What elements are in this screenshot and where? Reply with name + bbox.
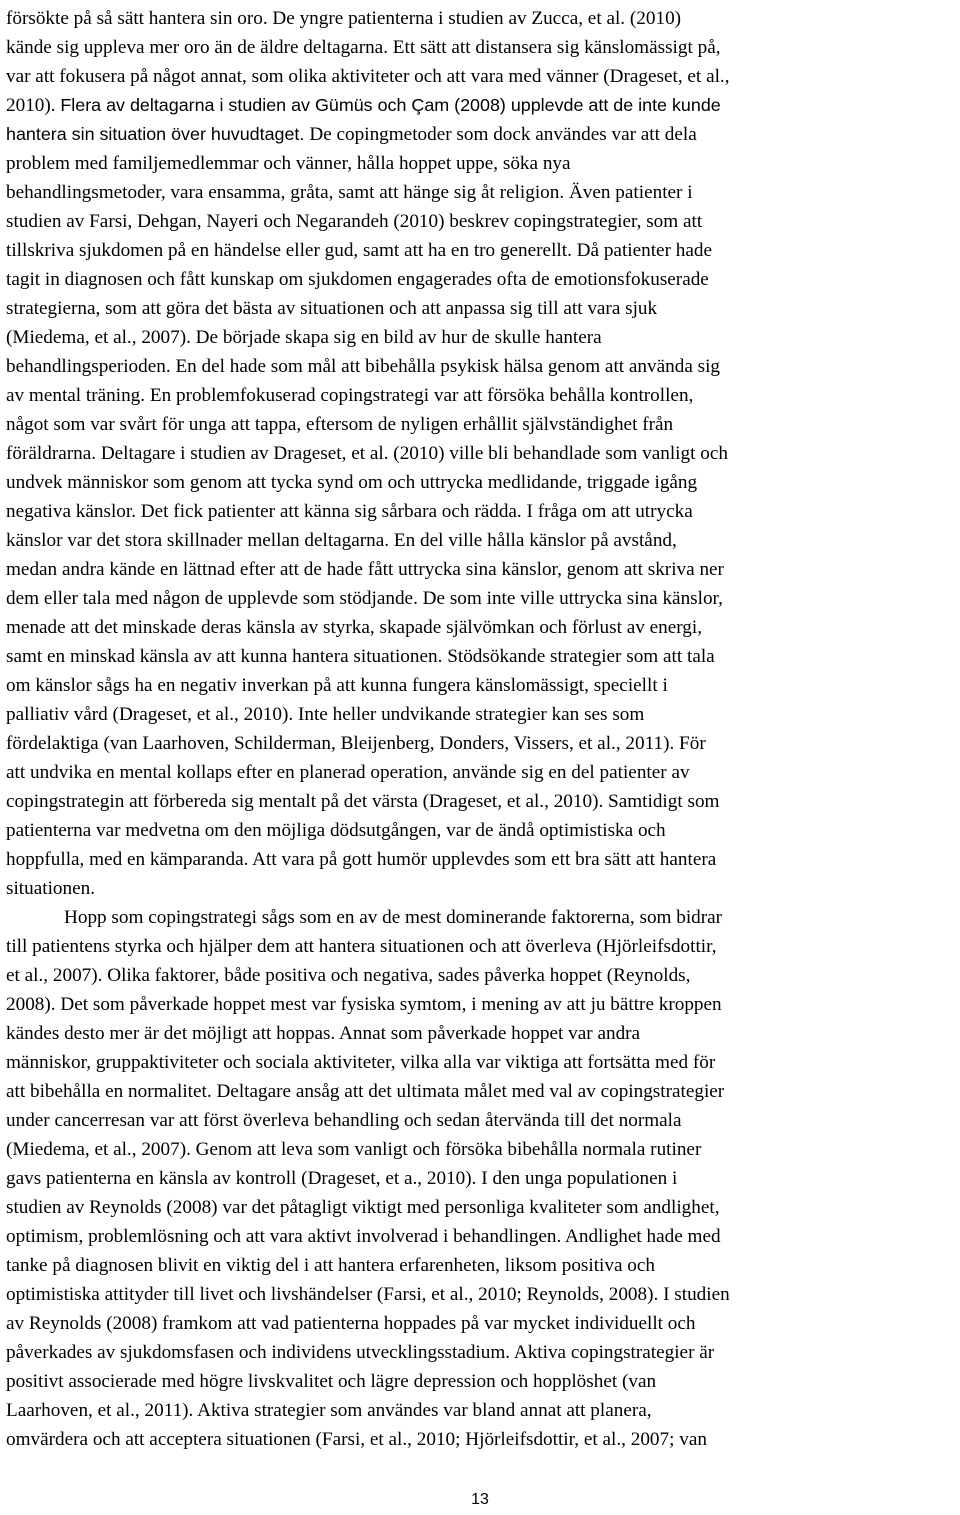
text-line: av mental träning. En problemfokuserad copingstrategi var att försöka behålla kontrollen,	[6, 385, 694, 406]
text-line: gavs patienterna en känsla av kontroll (Drageset, et a., 2010). I den unga populationen i	[6, 1168, 678, 1189]
text-line: (Miedema, et al., 2007). De började skapa sig en bild av hur de skulle hantera	[6, 327, 602, 348]
text-line: omvärdera och att acceptera situationen (Farsi, et al., 2010; Hjörleifsdottir, et al., 2007; van	[6, 1429, 707, 1450]
paragraph-first-line: Hopp som copingstrategi sågs som en av de mest dominerande faktorerna, som bidrar	[64, 907, 723, 928]
text-line: behandlingsperioden. En del hade som mål att bibehålla psykisk hälsa genom att använda sig	[6, 356, 721, 377]
text-line: föräldrarna. Deltagare i studien av Drageset, et al. (2010) ville bli behandlade som vanligt och	[6, 443, 728, 464]
text-line: optimism, problemlösning och att vara aktivt involverad i behandlingen. Andlighet hade med	[6, 1226, 721, 1247]
text-line: 2008). Det som påverkade hoppet mest var fysiska symtom, i mening av att ju bättre kroppen	[6, 994, 722, 1015]
text-line: situationen.	[6, 878, 95, 899]
text-line: medan andra kände en lättnad efter att de hade fått uttrycka sina känslor, genom att skriva ner	[6, 559, 724, 580]
text-line: under cancerresan var att först överleva behandling och sedan återvända till det normala	[6, 1110, 682, 1131]
text-line: tagit in diagnosen och fått kunskap om sjukdomen engagerades ofta de emotionsfokuserade	[6, 269, 709, 290]
text-line: dem eller tala med någon de upplevde som stödjande. De som inte ville uttrycka sina känslor,	[6, 588, 723, 609]
text-line: undvek människor som genom att tycka synd om och uttrycka medlidande, triggade igång	[6, 472, 698, 493]
text-line: studien av Reynolds (2008) var det påtagligt viktigt med personliga kvaliteter som andlighet,	[6, 1197, 720, 1218]
text-line: patienterna var medvetna om den möjliga dödsutgången, var de ändå optimistiska och	[6, 820, 666, 841]
page-number: 13	[471, 1491, 489, 1508]
text-line: känslor var det stora skillnader mellan deltagarna. En del ville hålla känslor på avstånd,	[6, 530, 677, 551]
text-line: behandlingsmetoder, vara ensamma, gråta, samt att hänge sig åt religion. Även patienter i	[6, 182, 693, 203]
text-line: var att fokusera på något annat, som olika aktiviteter och att vara med vänner (Drageset, et al.,	[6, 66, 730, 87]
text-line: copingstrategin att förbereda sig mentalt på det värsta (Drageset, et al., 2010). Samtidigt som	[6, 791, 720, 812]
text-line: menade att det minskade deras känsla av styrka, skapade självömkan och förlust av energi,	[6, 617, 703, 638]
text-line: negativa känslor. Det fick patienter att känna sig sårbara och rädda. I fråga om att utrycka	[6, 501, 693, 522]
text-line: något som var svårt för unga att tappa, eftersom de nyligen erhållit självständighet från	[6, 414, 674, 435]
text-line: studien av Farsi, Dehgan, Nayeri och Negarandeh (2010) beskrev copingstrategier, som att	[6, 211, 703, 232]
text-line: försökte på så sätt hantera sin oro. De yngre patienterna i studien av Zucca, et al. (2010)	[6, 8, 682, 29]
text-line: palliativ vård (Drageset, et al., 2010). Inte heller undvikande strategier kan ses som	[6, 704, 645, 725]
text-line: 2010). Flera av deltagarna i studien av Gümüs och Çam (2008) upplevde att de inte kunde	[6, 95, 721, 116]
text-line: et al., 2007). Olika faktorer, både positiva och negativa, sades påverka hoppet (Reynolds,	[6, 965, 691, 986]
text-line: människor, gruppaktiviteter och sociala aktiviteter, vilka alla var viktiga att fortsätta med för	[6, 1052, 716, 1073]
text-line: tanke på diagnosen blivit en viktig del i att hantera erfarenheten, liksom positiva och	[6, 1255, 655, 1276]
text-line: Laarhoven, et al., 2011). Aktiva strategier som användes var bland annat att planera,	[6, 1400, 652, 1421]
text-line: av Reynolds (2008) framkom att vad patienterna hoppades på var mycket individuellt och	[6, 1313, 696, 1334]
text-line: positivt associerade med högre livskvalitet och lägre depression och hopplöshet (van	[6, 1371, 657, 1392]
text-line: kände sig uppleva mer oro än de äldre deltagarna. Ett sätt att distansera sig känslomässigt på,	[6, 37, 721, 58]
text-line: att undvika en mental kollaps efter en planerad operation, använde sig en del patienter av	[6, 762, 690, 783]
text-line: påverkades av sjukdomsfasen och individens utvecklingsstadium. Aktiva copingstrategier är	[6, 1342, 715, 1363]
text-line: att bibehålla en normalitet. Deltagare ansåg att det ultimata målet med val av copingstrategier	[6, 1081, 725, 1102]
text-line: hantera sin situation över huvudtaget. De copingmetoder som dock användes var att dela	[6, 124, 697, 145]
text-line: problem med familjemedlemmar och vänner, hålla hoppet uppe, söka nya	[6, 153, 571, 174]
text-line: strategierna, som att göra det bästa av situationen och att anpassa sig till att vara sjuk	[6, 298, 658, 319]
text-line: kändes desto mer är det möjligt att hoppas. Annat som påverkade hoppet var andra	[6, 1023, 641, 1044]
text-line: till patientens styrka och hjälper dem att hantera situationen och att överleva (Hjörleifsdottir,	[6, 936, 717, 957]
text-line: tillskriva sjukdomen på en händelse eller gud, samt att ha en tro generellt. Då patienter hade	[6, 240, 712, 261]
text-line: samt en minskad känsla av att kunna hantera situationen. Stödsökande strategier som att tala	[6, 646, 715, 667]
text-line: hoppfulla, med en kämparanda. Att vara på gott humör upplevdes som ett bra sätt att hantera	[6, 849, 717, 870]
text-line: om känslor sågs ha en negativ inverkan på att kunna fungera känslomässigt, speciellt i	[6, 675, 668, 696]
text-line: fördelaktiga (van Laarhoven, Schilderman, Bleijenberg, Donders, Vissers, et al., 2011). För	[6, 733, 706, 754]
text-line: (Miedema, et al., 2007). Genom att leva som vanligt och försöka bibehålla normala rutiner	[6, 1139, 702, 1160]
text-line: optimistiska attityder till livet och livshändelser (Farsi, et al., 2010; Reynolds, 2008). I studien	[6, 1284, 730, 1305]
